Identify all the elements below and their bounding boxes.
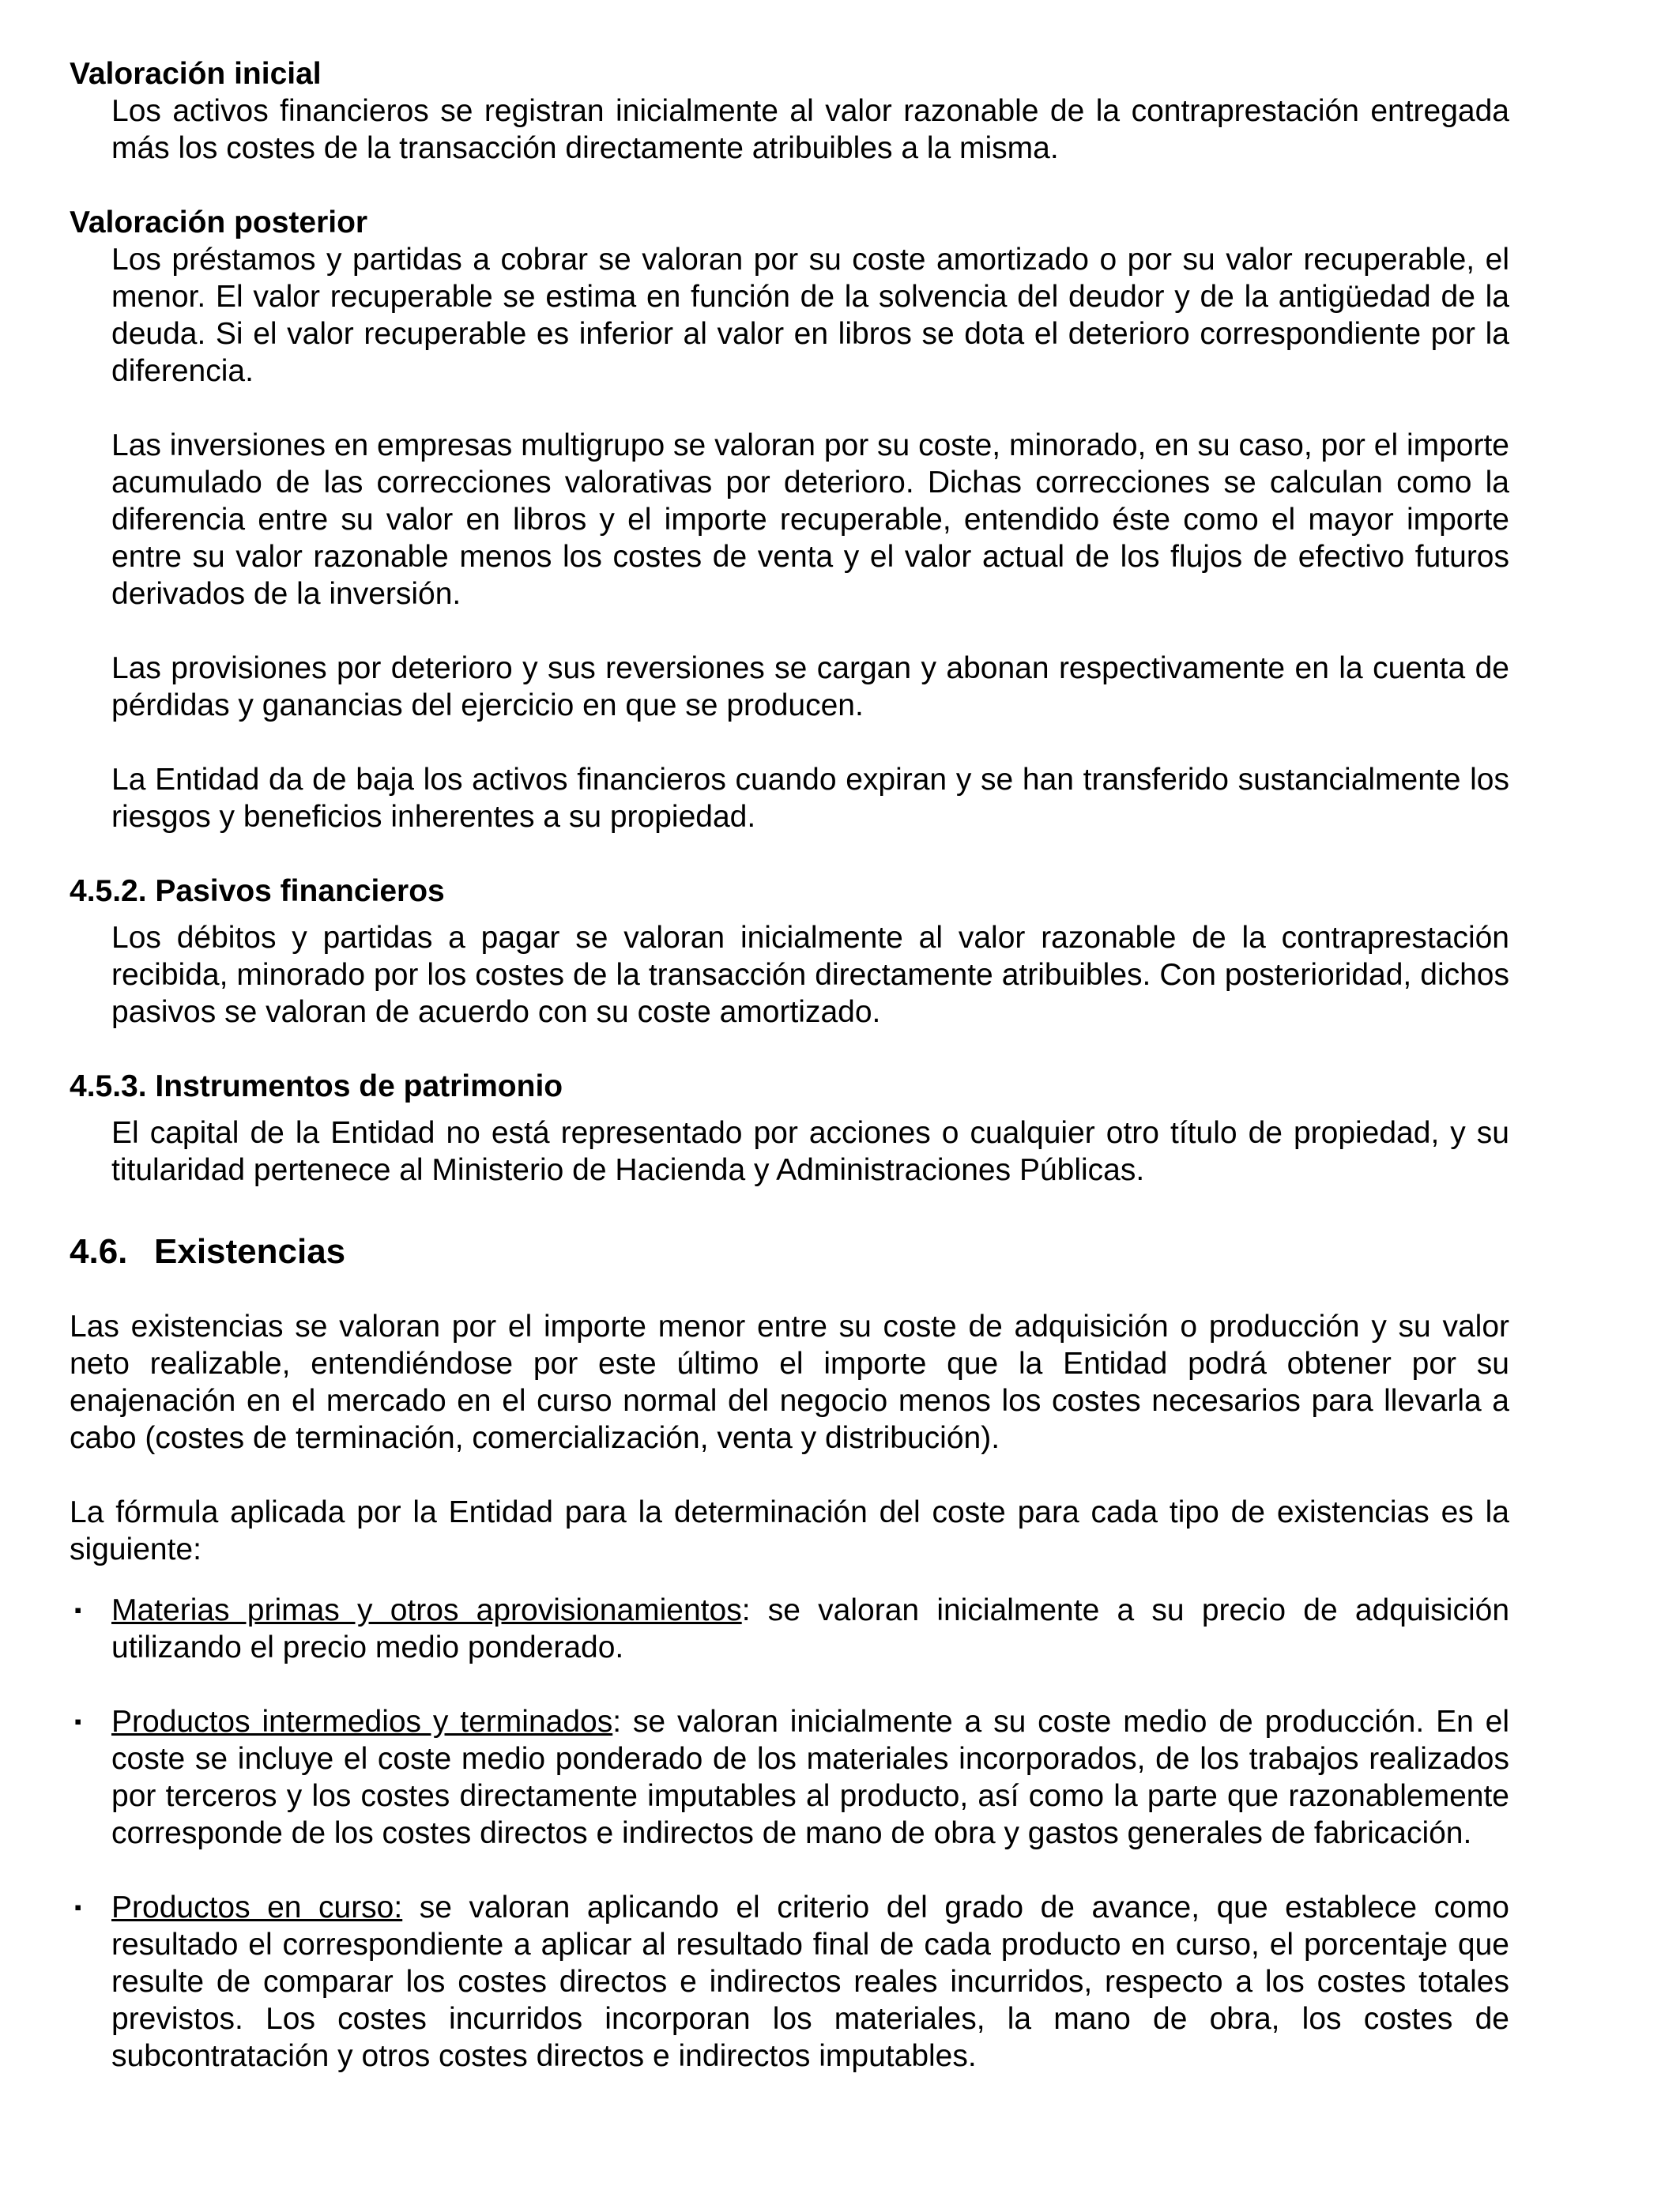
list-item <box>70 1592 1509 1666</box>
paragraph-pasivos: Los débitos y partidas a pagar se valoran inicialmente al valor razonable de la contraprestación recibida, minorado por los costes de la transacción directamente atribuibles. Con posterioridad, dichos pasivos se valoran de acuerdo con su coste amortizado. <box>111 921 1509 1029</box>
section-number: 4.6. <box>70 1232 128 1271</box>
existencias-list <box>70 1592 1509 2075</box>
heading-pasivos-financieros: 4.5.2. Pasivos financieros <box>70 874 445 908</box>
list-item-text: se valoran aplicando el criterio del grado de avance, que establece como resultado el correspondiente a aplicar al resultado final de cada producto en curso, el porcentaje que resulte de comparar los costes directos e indirectos reales incurridos, respecto a los costes totales previstos. Los costes incurridos incorporan los materiales, la mano de obra, los costes de subcontratación y otros costes directos e indirectos imputables. <box>111 1891 1509 2073</box>
document-page <box>70 55 1509 2075</box>
square-bullet-icon: ▪ <box>74 1895 82 1919</box>
square-bullet-icon: ▪ <box>74 1598 82 1622</box>
paragraph-formula: La fórmula aplicada por la Entidad para la determinación del coste para cada tipo de existencias es la siguiente: <box>70 1495 1509 1566</box>
list-item-term: Productos en curso: <box>111 1891 403 1924</box>
paragraph-inversiones: Las inversiones en empresas multigrupo se valoran por su coste, minorado, en su caso, por el importe acumulado de las correcciones valorativas por deterioro. Dichas correcciones se calculan como la diferencia entre su valor en libros y el importe recuperable, entendido éste como el mayor importe entre su valor razonable menos los costes de venta y el valor actual de los flujos de efectivo futuros derivados de la inversión. <box>111 428 1509 611</box>
section-title: Existencias <box>154 1232 346 1271</box>
list-item-text: : se valoran inicialmente a su coste medio de producción. En el coste se incluye el coste medio ponderado de los materiales incorporados, de los trabajos realizados por terceros y los costes directamente imputables al producto, así como la parte que razonablemente corresponde de los costes directos e indirectos de mano de obra y gastos generales de fabricación. <box>111 1705 1509 1850</box>
list-item <box>70 1703 1509 1852</box>
paragraph-valoracion-inicial: Los activos financieros se registran inicialmente al valor razonable de la contraprestación entregada más los costes de la transacción directamente atribuibles a la misma. <box>111 94 1509 165</box>
heading-existencias <box>70 1231 1509 1272</box>
paragraph-patrimonio: El capital de la Entidad no está representado por acciones o cualquier otro título de propiedad, y su titularidad pertenece al Ministerio de Hacienda y Administraciones Públicas. <box>111 1116 1509 1187</box>
heading-valoracion-posterior: Valoración posterior <box>70 205 368 239</box>
list-item-term: Materias primas y otros aprovisionamientos <box>111 1593 742 1627</box>
paragraph-prestamos: Los préstamos y partidas a cobrar se valoran por su coste amortizado o por su valor recuperable, el menor. El valor recuperable se estima en función de la solvencia del deudor y de la antigüedad de la deuda. Si el valor recuperable es inferior al valor en libros se dota el deterioro correspondiente por la diferencia. <box>111 243 1509 388</box>
heading-instrumentos-patrimonio: 4.5.3. Instrumentos de patrimonio <box>70 1069 563 1103</box>
list-item <box>70 1889 1509 2075</box>
paragraph-existencias-valoracion: Las existencias se valoran por el importe menor entre su coste de adquisición o producción y su valor neto realizable, entendiéndose por este último el importe que la Entidad podrá obtener por su enajenación en el mercado en el curso normal del negocio menos los costes necesarios para llevarla a cabo (costes de terminación, comercialización, venta y distribución). <box>70 1310 1509 1455</box>
heading-valoracion-inicial: Valoración inicial <box>70 57 322 91</box>
paragraph-baja-activos: La Entidad da de baja los activos financieros cuando expiran y se han transferido sustancialmente los riesgos y beneficios inherentes a su propiedad. <box>111 763 1509 834</box>
list-item-text: : se valoran inicialmente a su precio de adquisición utilizando el precio medio ponderado. <box>111 1593 1510 1664</box>
list-item-term: Productos intermedios y terminados <box>111 1705 613 1739</box>
square-bullet-icon: ▪ <box>74 1710 82 1733</box>
paragraph-provisiones: Las provisiones por deterioro y sus reversiones se cargan y abonan respectivamente en la cuenta de pérdidas y ganancias del ejercicio en que se producen. <box>111 651 1509 722</box>
